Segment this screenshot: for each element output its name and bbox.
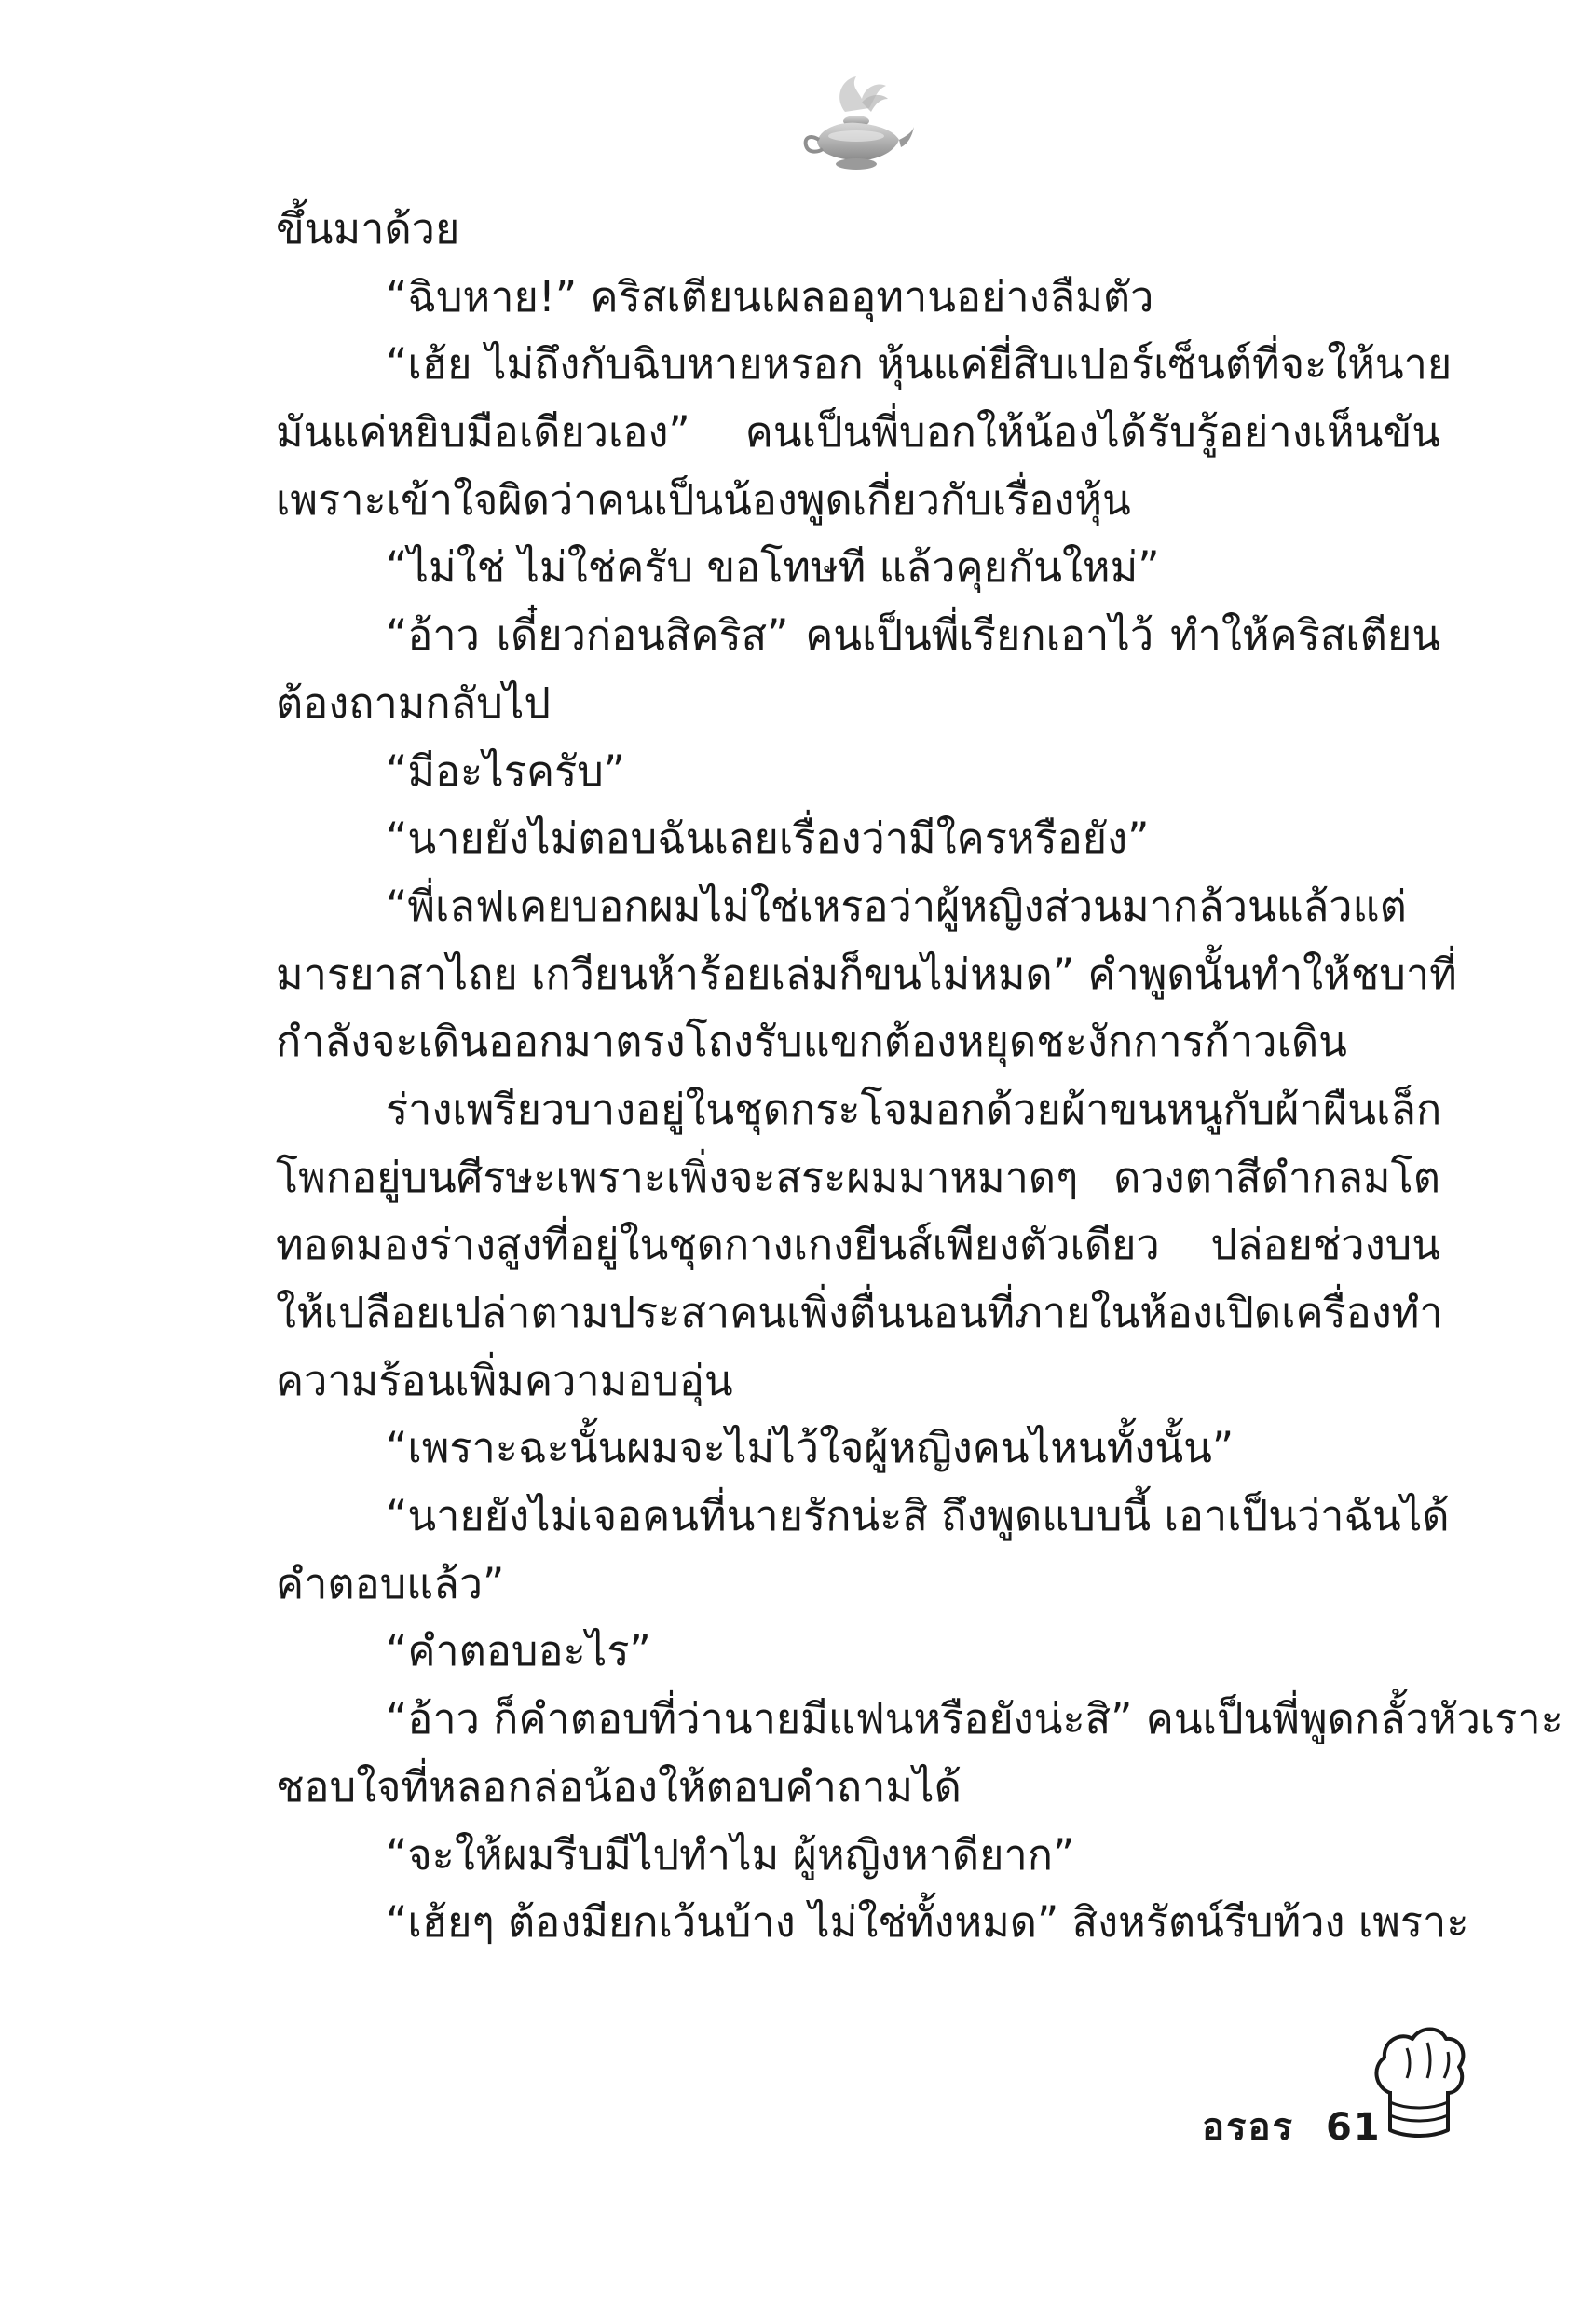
text-line: “เฮ้ย ไม่ถึงกับฉิบหายหรอก หุ้นแค่ยี่สิบเปอร์เซ็นต์ที่จะให้นาย: [386, 339, 1453, 390]
text-line: “เฮ้ยๆ ต้องมียกเว้นบ้าง ไม่ใช่ทั้งหมด” สิงหรัตน์รีบท้วง เพราะ: [386, 1897, 1469, 1948]
text-line: “นายยังไม่ตอบฉันเลยเรื่องว่ามีใครหรือยัง”: [386, 814, 1150, 864]
text-line: “ฉิบหาย!” คริสเตียนเผลออุทานอย่างลืมตัว: [386, 271, 1154, 321]
text-line: “พี่เลฟเคยบอกผมไม่ใช่เหรอว่าผู้หญิงส่วนมากล้วนแล้วแต่: [386, 881, 1407, 931]
text-line: ชอบใจที่หลอกล่อน้องให้ตอบคำถามได้: [276, 1761, 962, 1812]
text-line: “คำตอบอะไร”: [386, 1626, 651, 1676]
text-line: มารยาสาไถย เกวียนห้าร้อยเล่มก็ขนไม่หมด” คำพูดนั้นทำให้ชบาที่: [276, 949, 1457, 999]
text-line: คำตอบแล้ว”: [276, 1558, 505, 1608]
text-line: มันแค่หยิบมือเดียวเอง” คนเป็นพี่บอกให้น้องได้รับรู้อย่างเห็นขัน: [276, 407, 1440, 458]
text-line: ความร้อนเพิ่มความอบอุ่น: [276, 1355, 733, 1405]
text-line: โพกอยู่บนศีรษะเพราะเพิ่งจะสระผมมาหมาดๆ ดวงตาสีดำกลมโต: [276, 1152, 1440, 1202]
chef-hat-icon: [1370, 2020, 1467, 2146]
text-line: “ไม่ใช่ ไม่ใช่ครับ ขอโทษที แล้วคุยกันใหม่”: [386, 542, 1160, 593]
page-number: 61: [1325, 2106, 1382, 2149]
text-line: “จะให้ผมรีบมีไปทำไม ผู้หญิงหาดียาก”: [386, 1829, 1075, 1880]
story-text: [276, 196, 1563, 1957]
page-footer: [1202, 2097, 1382, 2156]
text-line: “นายยังไม่เจอคนที่นายรักน่ะสิ ถึงพูดแบบนี้ เอาเป็นว่าฉันได้: [386, 1491, 1450, 1541]
text-line: “อ้าว เดี๋ยวก่อนสิคริส” คนเป็นพี่เรียกเอาไว้ ทำให้คริสเตียน: [386, 610, 1440, 661]
text-line: ร่างเพรียวบางอยู่ในชุดกระโจมอกด้วยผ้าขนหนูกับผ้าผืนเล็ก: [386, 1084, 1442, 1134]
text-line: เพราะเข้าใจผิดว่าคนเป็นน้องพูดเกี่ยวกับเรื่องหุ้น: [276, 474, 1131, 525]
text-line: “เพราะฉะนั้นผมจะไม่ไว้ใจผู้หญิงคนไหนทั้งนั้น”: [386, 1423, 1235, 1473]
text-line: ทอดมองร่างสูงที่อยู่ในชุดกางเกงยีนส์เพียงตัวเดียว ปล่อยช่วงบน: [276, 1220, 1440, 1270]
text-line: ขึ้นมาด้วย: [276, 204, 460, 253]
book-title: อรอร: [1202, 2106, 1295, 2149]
text-line: ต้องถามกลับไป: [276, 677, 551, 728]
text-line: ให้เปลือยเปล่าตามประสาคนเพิ่งตื่นนอนที่ภายในห้องเปิดเครื่องทำ: [276, 1288, 1443, 1337]
text-line: “อ้าว ก็คำตอบที่ว่านายมีแฟนหรือยังน่ะสิ” คนเป็นพี่พูดกลั้วหัวเราะ: [386, 1694, 1563, 1744]
genie-lamp-icon: [797, 65, 918, 186]
text-line: กำลังจะเดินออกมาตรงโถงรับแขกต้องหยุดชะงักการก้าวเดิน: [276, 1017, 1347, 1067]
text-line: “มีอะไรครับ”: [386, 745, 626, 796]
